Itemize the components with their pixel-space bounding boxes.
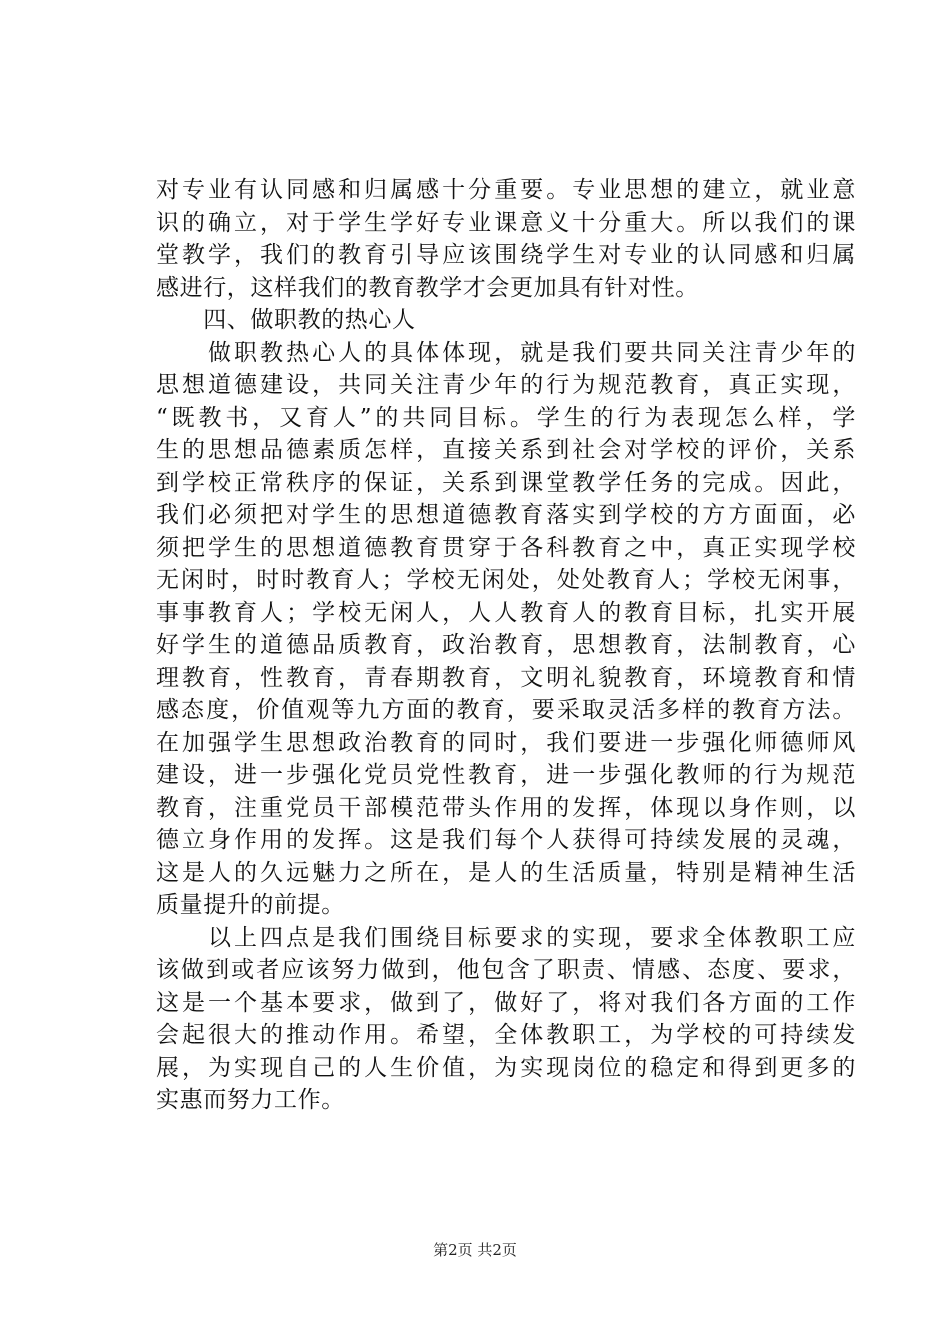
text-line: 实惠而努力工作。: [156, 1087, 345, 1113]
section-heading: 四、做职教的热心人: [156, 307, 416, 333]
text-line: 在加强学生思想政治教育的同时，我们要进一步强化师德师风: [156, 729, 856, 756]
text-line: 这是人的久远魅力之所在，是人的生活质量，特别是精神生活: [156, 859, 856, 886]
text-line: 思想道德建设，共同关注青少年的行为规范教育，真正实现，: [156, 372, 856, 398]
text-line: 无闲时，时时教育人；学校无闲处，处处教育人；学校无闲事，: [156, 567, 856, 593]
page-footer: 第2页 共2页: [433, 1241, 517, 1259]
text-line: “既教书，又育人”的共同目标。学生的行为表现怎么样，学: [156, 404, 856, 431]
text-line: 感进行，这样我们的教育教学才会更加具有针对性。: [156, 274, 699, 301]
text-line: 以上四点是我们围绕目标要求的实现，要求全体教职工应: [156, 924, 856, 951]
text-line: 我们必须把对学生的思想道德教育落实到学校的方方面面，必: [156, 502, 856, 528]
text-line: 德立身作用的发挥。这是我们每个人获得可持续发展的灵魂，: [156, 827, 856, 853]
text-line: 做职教热心人的具体体现，就是我们要共同关注青少年的: [156, 339, 856, 366]
text-line: 到学校正常秩序的保证，关系到课堂教学任务的完成。因此，: [156, 469, 856, 496]
body-text: [156, 174, 856, 1117]
text-line: 识的确立，对于学生学好专业课意义十分重大。所以我们的课: [156, 209, 856, 236]
text-line: 堂教学，我们的教育引导应该围绕学生对专业的认同感和归属: [156, 242, 856, 268]
text-line: 展，为实现自己的人生价值，为实现岗位的稳定和得到更多的: [156, 1054, 856, 1081]
text-line: 对专业有认同感和归属感十分重要。专业思想的建立，就业意: [156, 177, 856, 203]
text-line: 好学生的道德品质教育，政治教育，思想教育，法制教育，心: [156, 632, 856, 658]
text-line: 事事教育人；学校无闲人，人人教育人的教育目标，扎实开展: [156, 599, 856, 626]
text-line: 质量提升的前提。: [156, 892, 345, 918]
text-line: 建设，进一步强化党员党性教育，进一步强化教师的行为规范: [156, 762, 856, 788]
text-line: 会起很大的推动作用。希望，全体教职工，为学校的可持续发: [156, 1022, 856, 1048]
text-line: 生的思想品德素质怎样，直接关系到社会对学校的评价，关系: [156, 437, 856, 463]
text-line: 该做到或者应该努力做到，他包含了职责、情感、态度、要求，: [156, 957, 856, 983]
text-line: 须把学生的思想道德教育贯穿于各科教育之中，真正实现学校: [156, 534, 856, 561]
text-line: 这是一个基本要求，做到了，做好了，将对我们各方面的工作: [156, 989, 856, 1016]
text-line: 感态度，价值观等九方面的教育，要采取灵活多样的教育方法。: [156, 697, 856, 723]
text-line: 教育，注重党员干部模范带头作用的发挥，体现以身作则，以: [156, 794, 856, 821]
text-line: 理教育，性教育，青春期教育，文明礼貌教育，环境教育和情: [156, 664, 856, 691]
